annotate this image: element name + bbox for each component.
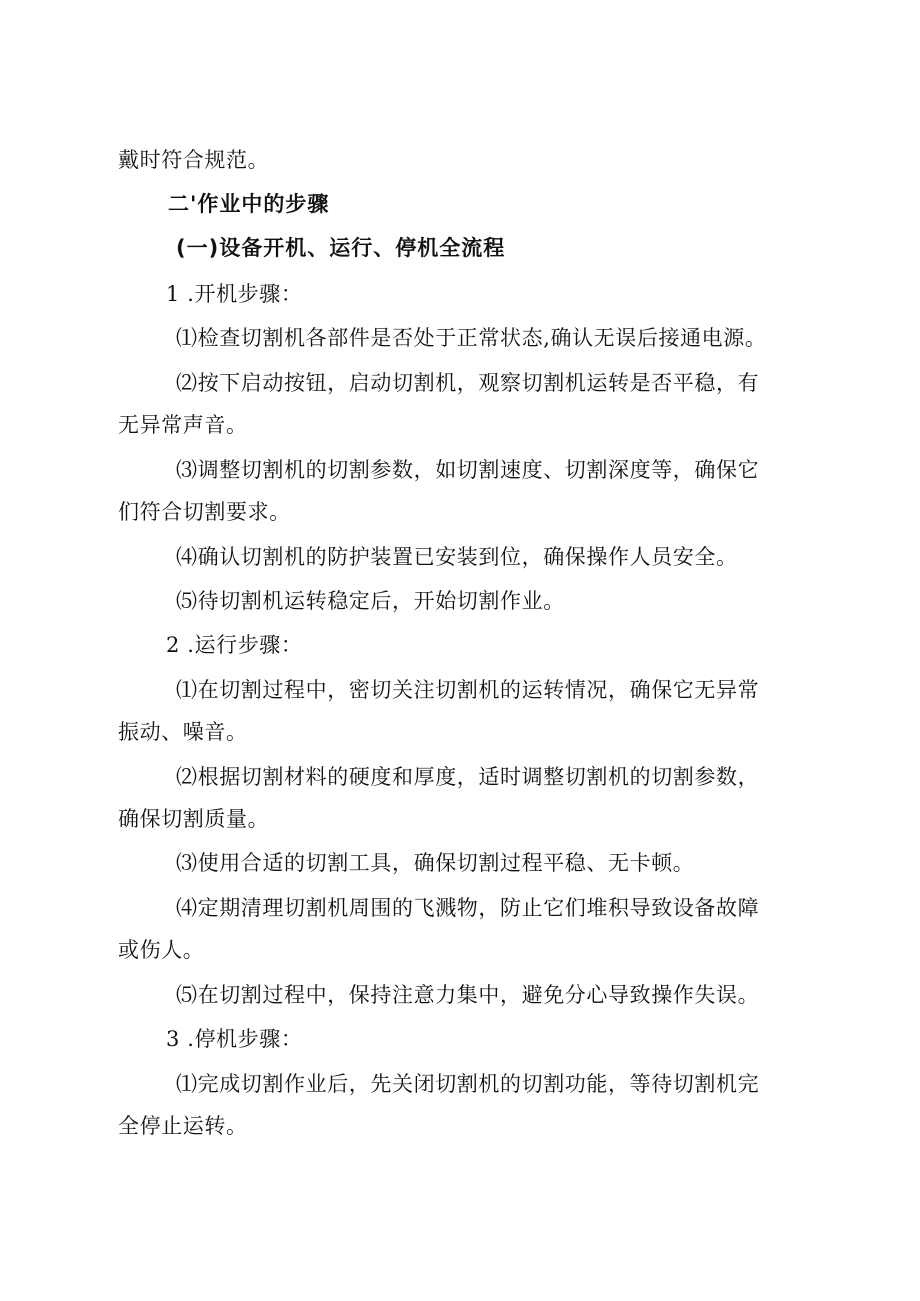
text-line-continuation: 戴时符合规范。	[118, 148, 270, 172]
running-item-1-cont: 振动、噪音。	[118, 720, 248, 744]
section-heading: 二'作业中的步骤	[168, 192, 330, 216]
step-heading-running: 2 .运行步骤：	[166, 633, 303, 657]
step-heading-shutdown: 3 .停机步骤：	[166, 1027, 303, 1051]
running-item-4: ⑷定期清理切割机周围的飞溅物，防止它们堆积导致设备故障	[176, 896, 760, 920]
running-item-1: ⑴在切割过程中，密切关注切割机的运转情况，确保它无异常	[176, 678, 760, 702]
subsection-heading: (一)设备开机、运行、停机全流程	[176, 236, 506, 260]
startup-item-4: ⑷确认切割机的防护装置已安装到位，确保操作人员安全。	[176, 545, 738, 569]
running-item-2: ⑵根据切割材料的硬度和厚度，适时调整切割机的切割参数，	[176, 765, 760, 789]
shutdown-item-1-cont: 全停止运转。	[118, 1114, 248, 1138]
startup-item-5: ⑸待切割机运转稳定后，开始切割作业。	[176, 589, 565, 613]
startup-item-1: ⑴检查切割机各部件是否处于正常状态,确认无误后接通电源。	[176, 326, 767, 350]
running-item-3: ⑶使用合适的切割工具，确保切割过程平稳、无卡顿。	[176, 851, 695, 875]
startup-item-2-cont: 无异常声音。	[118, 413, 248, 437]
running-item-2-cont: 确保切割质量。	[118, 807, 270, 831]
startup-item-3-cont: 们符合切割要求。	[118, 500, 291, 524]
running-item-4-cont: 或伤人。	[118, 938, 205, 962]
startup-item-2: ⑵按下启动按钮，启动切割机，观察切割机运转是否平稳，有	[176, 371, 760, 395]
step-heading-startup: 1 .开机步骤：	[166, 282, 303, 306]
shutdown-item-1: ⑴完成切割作业后，先关闭切割机的切割功能，等待切割机完	[176, 1072, 760, 1096]
running-item-5: ⑸在切割过程中，保持注意力集中，避免分心导致操作失误。	[176, 983, 760, 1007]
startup-item-3: ⑶调整切割机的切割参数，如切割速度、切割深度等，确保它	[176, 458, 760, 482]
